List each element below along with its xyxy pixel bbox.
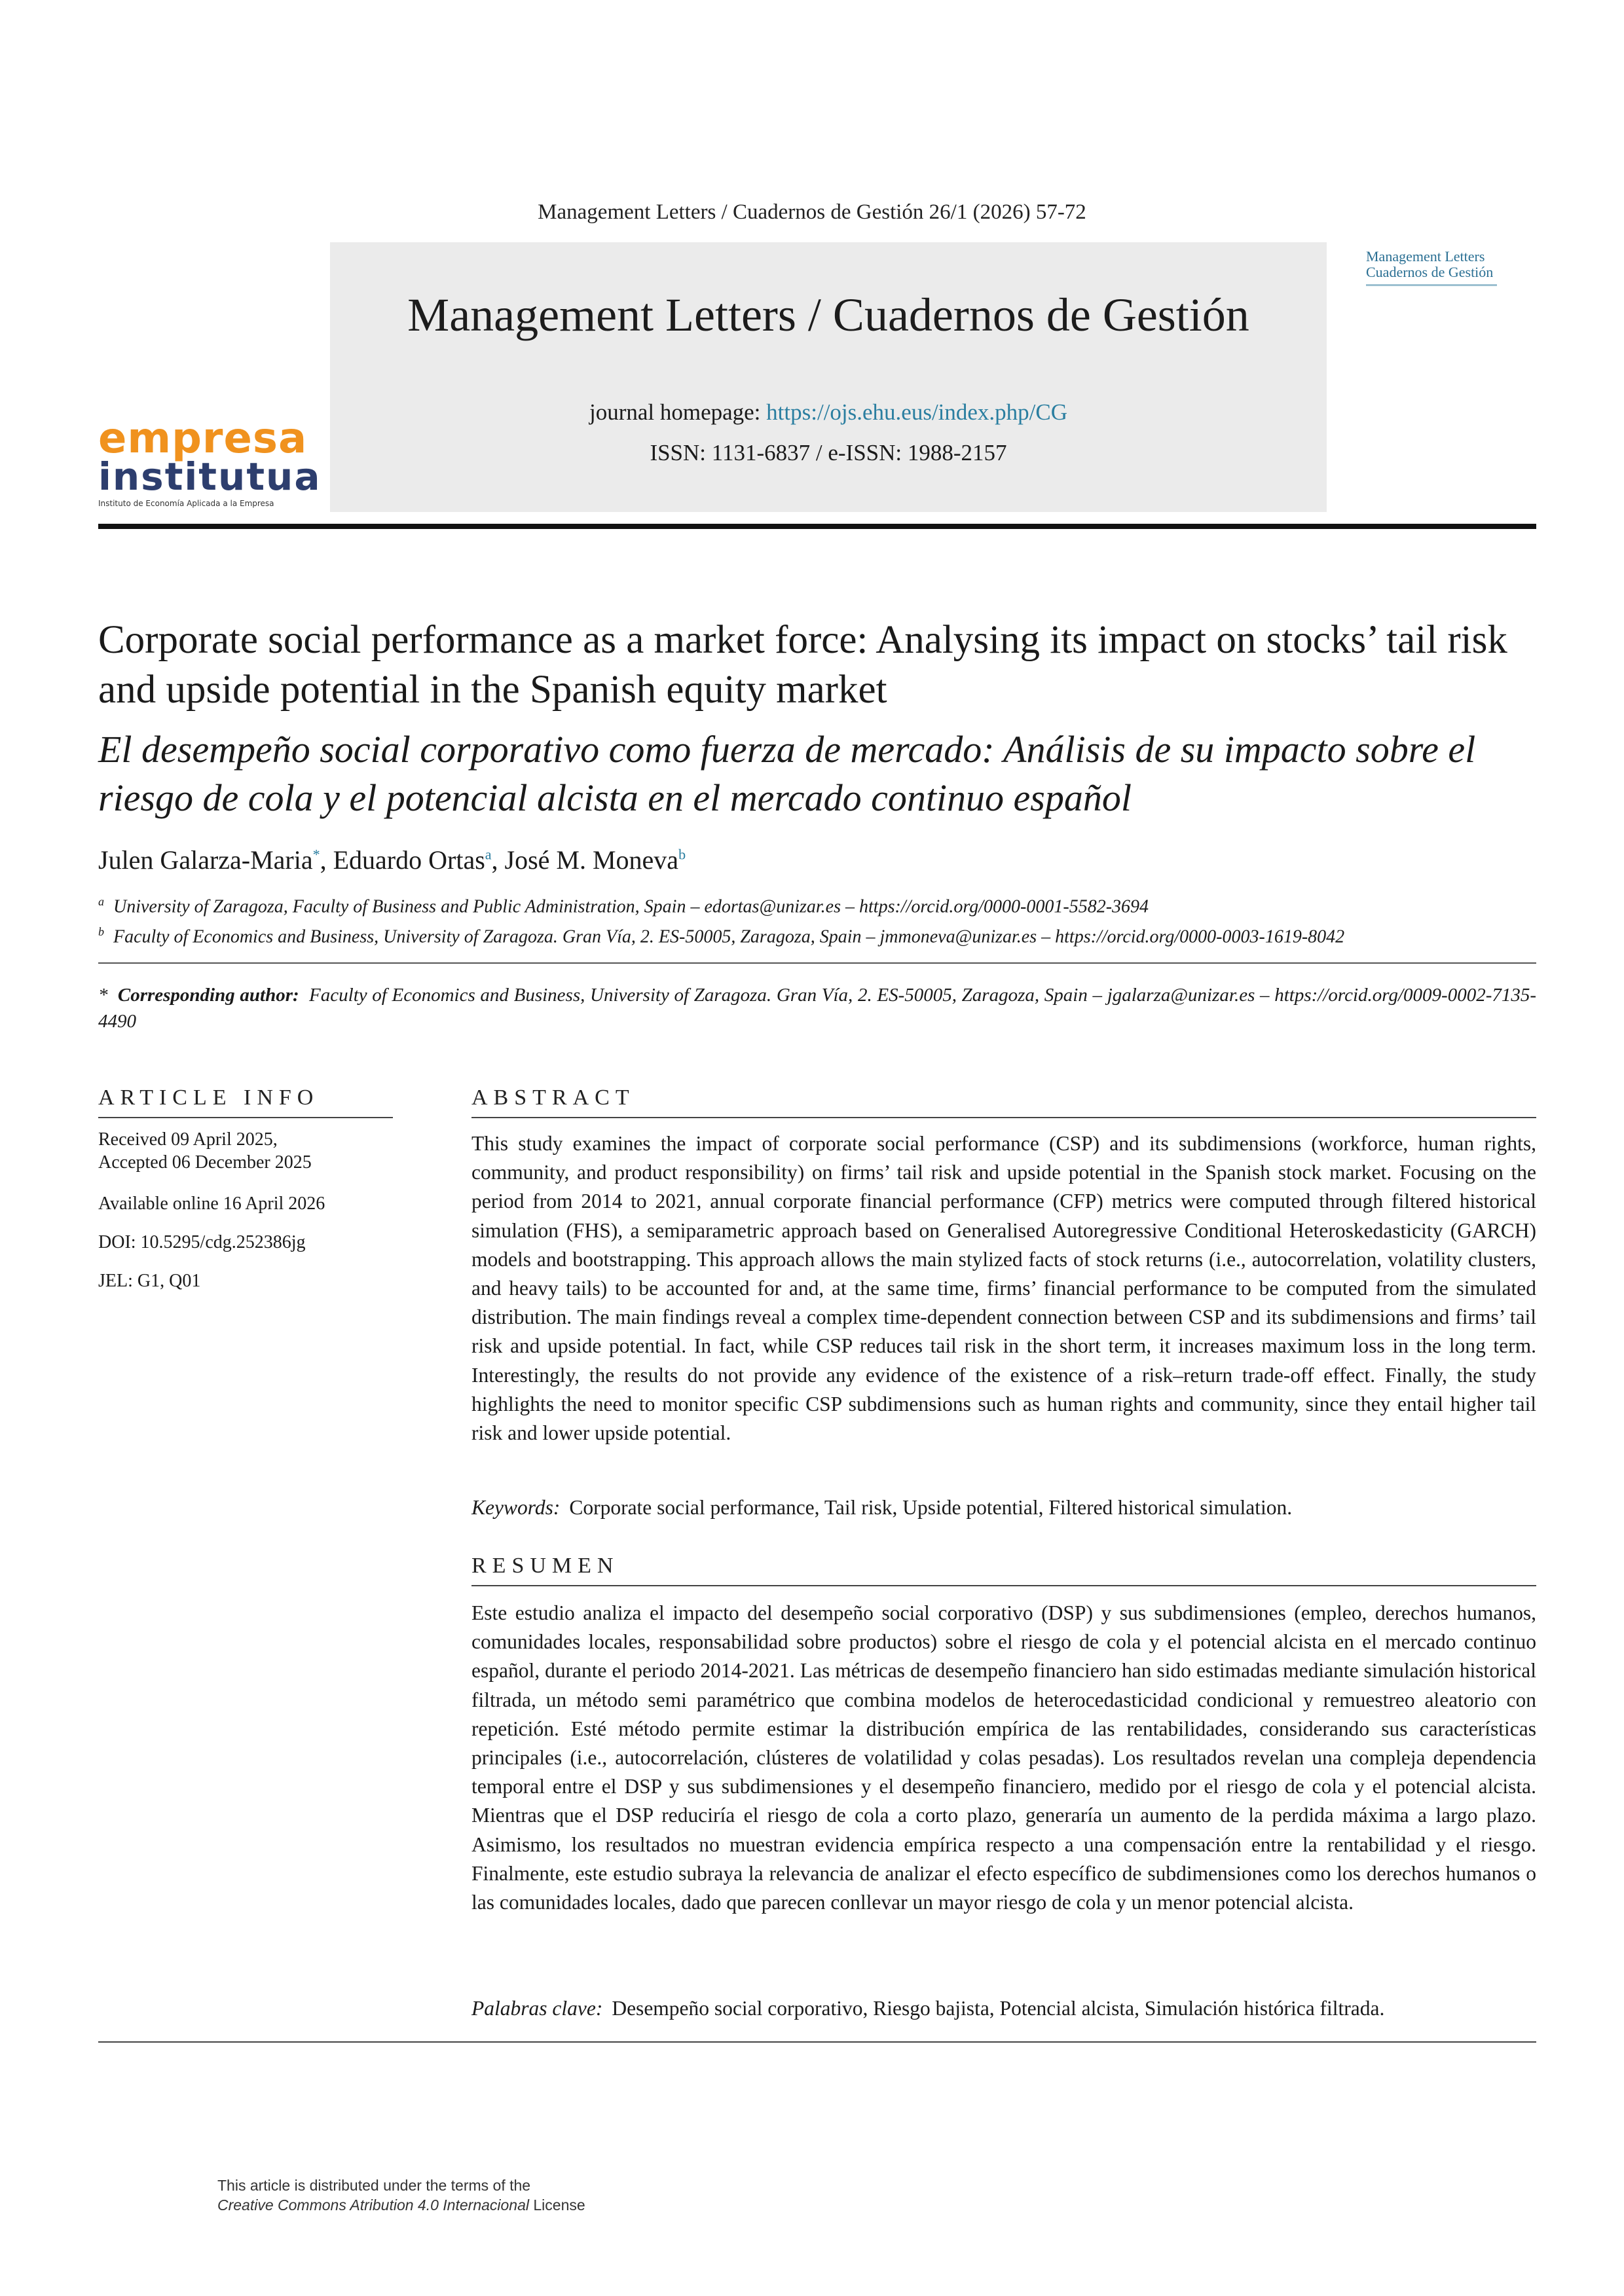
author-separator: , [320,845,333,875]
article-info-heading: ARTICLE INFO [98,1085,320,1110]
cover-title-line1: Management Letters [1366,248,1485,264]
resumen-rule [471,1585,1536,1586]
header-rule [98,524,1536,529]
running-head: Management Letters / Cuadernos de Gestión 26/1 (2026) 57-72 [538,200,1086,224]
article-title-english: Corporate social performance as a market force: Analysing its impact on stocks’ tail risk and upside potential in the Spanish equity market [98,618,1507,712]
empresa-institutua-logo [98,414,322,508]
author-name: Julen Galarza-Maria [98,845,313,875]
abstract-text: This study examines the impact of corporate social performance (CSP) and its subdimensions (workforce, human rights, community, and product responsibility) on firms’ tail risk and upside potential in the Spanish stock market. Focusing on the period from 2014 to 2021, annual corporate financial performance (CFP) metrics were computed through filtered historical simulation (FHS), a semiparametric approach based on Generalised Autoregressive Conditional Heteroskedasticity (GARCH) models and bootstrapping. This approach allows the main stylized facts of stock returns (i.e., autocorrelation, volatility clusters, and heavy tails) to be accounted for and, at the same time, firms’ financial performance to be computed from the simulated distribution. The main findings reveal a complex time-dependent connection between CSP and its subdimensions and firms’ tail risk and upside potential. In fact, while CSP reduces tail risk in the short term, it increases maximum loss in the long term. Interestingly, the results do not provide any evidence of the existence of a risk–return trade-off effect. Finally, the study highlights the need to monitor specific CSP subdimensions such as human rights and community, since they entail higher tail risk and lower upside potential. [471,1132,1536,1445]
article-info-rule [98,1117,393,1118]
logo-word-empresa: empresa [98,414,308,463]
license-line-2 [217,2196,585,2214]
resumen-text: Este estudio analiza el impacto del desempeño social corporativo (DSP) y sus subdimensiones (empleo, derechos humanos, comunidades locales, responsabilidad sobre productos) sobre el riesgo de cola y el potencial alcista en el mercado continuo español, durante el periodo 2014-2021. Las métricas de desempeño financiero han sido estimadas mediante simulación historical filtrada, un método semi paramétrico que combina modelos de heterocedasticidad condicional y remuestreo aleatorio con repetición. Esté método permite estimar la distribución empírica de las rentabilidades, considerando sus características principales (i.e., autocorrelación, clústeres de volatilidad y colas pesadas). Los resultados revelan una compleja dependencia temporal entre el DSP y sus subdimensiones y el desempeño financiero, medido por el riesgo de cola y el potencial alcista. Mientras que el DSP reduciría el riesgo de cola a corto plazo, generaría un aumento de la perdida máxima a largo plazo. Asimismo, los resultados no muestran evidencia empírica respecto a una compensación entre la rentabilidad y el riesgo. Finalmente, este estudio subraya la relevancia de analizar el efecto específico de subdimensiones como los derechos humanos o las comunidades locales, dado que parecen conllevar un mayor riesgo de cola y un menor potencial alcista. [471,1601,1536,1914]
journal-cover-thumbnail [1366,249,1523,286]
cover-rule [1366,284,1497,286]
journal-banner [330,242,1327,512]
received-date: Received 09 April 2025, [98,1129,278,1150]
affiliation-text: Faculty of Economics and Business, University of Zaragoza. Gran Vía, 2. ES-50005, Zaragoza, Spain – jmmoneva@unizar.es – https://orcid.org/0000-0003-1619-8042 [113,926,1345,947]
author-mark[interactable]: b [678,846,686,863]
affiliation-text: University of Zaragoza, Faculty of Business and Public Administration, Spain – edortas@unizar.es – https://orcid.org/0000-0001-5582-3694 [113,896,1149,917]
logo-word-institutua: institutua [98,454,322,499]
affiliation-mark: a [98,895,104,908]
palabras-clave [471,1997,1384,2020]
bottom-rule [98,2041,1536,2043]
author-separator: , [491,845,505,875]
homepage-label: journal homepage: [589,399,767,425]
logo-subtitle: Instituto de Economía Aplicada a la Empresa [98,499,274,508]
doi: DOI: 10.5295/cdg.252386jg [98,1232,306,1252]
corresponding-author-note [98,982,1536,1034]
homepage-link[interactable]: https://ojs.ehu.eus/index.php/CG [766,399,1068,425]
corresponding-text: Faculty of Economics and Business, University of Zaragoza. Gran Vía, 2. ES-50005, Zaragoza, Spain – jgalarza@unizar.es – https://orcid.org/0009-0002-7135-4490 [98,985,1537,1032]
issn: ISSN: 1131-6837 / e-ISSN: 1988-2157 [650,440,1007,465]
keywords [471,1496,1292,1520]
palabras-clave-label: Palabras clave: [471,1997,603,2020]
resumen-heading: RESUMEN [471,1554,619,1578]
affiliation-a [98,895,1539,917]
keywords-label: Keywords: [471,1496,561,1519]
abstract-rule [471,1117,1536,1118]
abstract-heading: ABSTRACT [471,1085,635,1110]
license-line-1: This article is distributed under the terms of the [217,2177,531,2194]
keywords-list: Corporate social performance, Tail risk, Upside potential, Filtered historical simulation. [569,1496,1293,1519]
license-suffix: License [529,2196,585,2214]
article-title-spanish: El desempeño social corporativo como fuerza de mercado: Análisis de su impacto sobre el riesgo de cola y el potencial alcista en el mercado continuo español [98,728,1476,819]
author-mark[interactable]: * [312,846,320,863]
corresponding-mark: * [98,985,108,1006]
online-date: Available online 16 April 2026 [98,1194,325,1214]
author-list [98,845,686,875]
affiliation-b [98,925,1539,947]
cover-title-line2: Cuadernos de Gestión [1366,264,1494,280]
journal-homepage [330,399,1327,426]
jel-codes: JEL: G1, Q01 [98,1271,201,1291]
palabras-clave-list: Desempeño social corporativo, Riesgo bajista, Potencial alcista, Simulación histórica filtrada. [612,1997,1385,2020]
affiliation-mark: b [98,925,104,938]
author-name: Eduardo Ortas [333,845,485,875]
journal-name: Management Letters / Cuadernos de Gestión [407,289,1249,341]
accepted-date: Accepted 06 December 2025 [98,1152,312,1173]
author-name: José M. Moneva [504,845,679,875]
corresponding-label: Corresponding author: [117,985,299,1006]
author-mark[interactable]: a [485,846,492,863]
divider [98,962,1536,964]
license-name[interactable]: Creative Commons Atribution 4.0 Internacional [217,2196,529,2214]
